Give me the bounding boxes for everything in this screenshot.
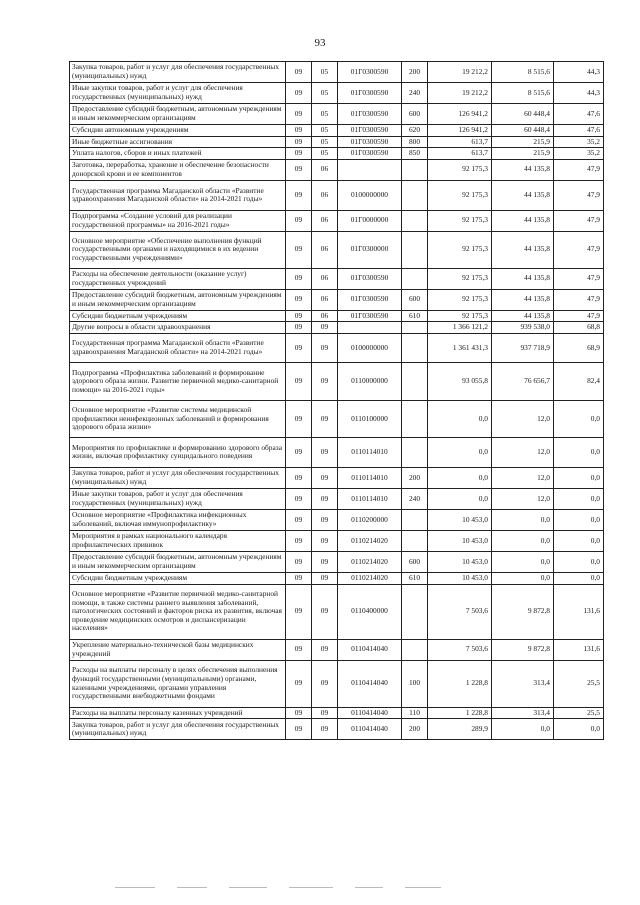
row-subsection: 06 — [312, 210, 338, 231]
row-expense-type — [402, 180, 428, 210]
row-expense-type: 200 — [402, 467, 428, 488]
row-planned-amount: 10 453,0 — [428, 530, 492, 551]
row-percent: 82,4 — [554, 362, 604, 400]
row-expense-type: 240 — [402, 83, 428, 104]
row-planned-amount: 92 175,3 — [428, 159, 492, 180]
row-percent: 47,9 — [554, 289, 604, 310]
row-expense-type: 610 — [402, 310, 428, 322]
row-percent: 47,6 — [554, 104, 604, 125]
row-actual-amount: 60 448,4 — [492, 104, 554, 125]
row-name: Подпрограмма «Профилактика заболеваний и формирование здорового образа жизни. Развитие первичной медико-санитарной помощи» на 2016-2021 годы» — [70, 362, 286, 400]
row-name: Заготовка, переработка, хранение и обеспечение безопасности донорской крови и ее компонентов — [70, 159, 286, 180]
row-percent: 47,9 — [554, 310, 604, 322]
table-row — [70, 362, 604, 400]
row-subsection: 09 — [312, 488, 338, 509]
row-planned-amount: 0,0 — [428, 488, 492, 509]
row-actual-amount: 8 515,6 — [492, 62, 554, 83]
row-name: Государственная программа Магаданской области «Развитие здравоохранения Магаданской области» на 2014-2021 годы» — [70, 333, 286, 362]
row-subsection: 06 — [312, 289, 338, 310]
row-subsection: 09 — [312, 362, 338, 400]
row-planned-amount: 92 175,3 — [428, 310, 492, 322]
row-section: 09 — [286, 333, 312, 362]
row-target-article: 01Г0000000 — [338, 210, 402, 231]
row-percent: 0,0 — [554, 467, 604, 488]
row-subsection: 09 — [312, 719, 338, 740]
footer-scan-marks — [115, 878, 570, 886]
row-actual-amount: 12,0 — [492, 488, 554, 509]
row-percent: 47,9 — [554, 268, 604, 289]
row-name: Иные закупки товаров, работ и услуг для обеспечения государственных (муниципальных) нужд — [70, 83, 286, 104]
row-name: Мероприятия по профилактике и формированию здорового образа жизни, включая профилактику суицидального поведения — [70, 437, 286, 467]
row-target-article: 0110400000 — [338, 584, 402, 639]
row-subsection: 05 — [312, 136, 338, 148]
row-planned-amount: 7 503,6 — [428, 639, 492, 660]
row-planned-amount: 613,7 — [428, 148, 492, 160]
row-percent: 25,5 — [554, 660, 604, 707]
row-target-article — [338, 159, 402, 180]
row-percent: 44,3 — [554, 62, 604, 83]
row-subsection: 09 — [312, 660, 338, 707]
row-section: 09 — [286, 231, 312, 268]
row-expense-type — [402, 437, 428, 467]
row-target-article: 0110000000 — [338, 362, 402, 400]
row-section: 09 — [286, 289, 312, 310]
row-percent: 47,9 — [554, 210, 604, 231]
row-planned-amount: 93 055,8 — [428, 362, 492, 400]
table-row — [70, 333, 604, 362]
table-row — [70, 310, 604, 322]
row-subsection: 09 — [312, 509, 338, 530]
row-name: Субсидии бюджетным учреждениям — [70, 310, 286, 322]
row-subsection: 05 — [312, 83, 338, 104]
row-subsection: 05 — [312, 104, 338, 125]
row-target-article: 0110214020 — [338, 551, 402, 572]
row-target-article: 01Г0300590 — [338, 104, 402, 125]
row-name: Уплата налогов, сборов и иных платежей — [70, 148, 286, 160]
row-percent: 35,2 — [554, 148, 604, 160]
row-planned-amount: 19 212,2 — [428, 62, 492, 83]
row-actual-amount: 76 656,7 — [492, 362, 554, 400]
table-row — [70, 83, 604, 104]
table-row — [70, 148, 604, 160]
row-actual-amount: 44 135,8 — [492, 210, 554, 231]
row-actual-amount: 313,4 — [492, 660, 554, 707]
row-section: 09 — [286, 584, 312, 639]
row-target-article — [338, 322, 402, 334]
row-section: 09 — [286, 639, 312, 660]
row-expense-type: 200 — [402, 62, 428, 83]
table-row — [70, 231, 604, 268]
row-target-article: 01Г0300590 — [338, 136, 402, 148]
row-section: 09 — [286, 719, 312, 740]
row-actual-amount: 215,9 — [492, 148, 554, 160]
row-actual-amount: 313,4 — [492, 707, 554, 719]
row-actual-amount: 12,0 — [492, 400, 554, 437]
row-planned-amount: 0,0 — [428, 467, 492, 488]
table-row — [70, 530, 604, 551]
table-row — [70, 180, 604, 210]
row-subsection: 09 — [312, 572, 338, 584]
row-section: 09 — [286, 660, 312, 707]
row-percent: 25,5 — [554, 707, 604, 719]
row-expense-type: 600 — [402, 104, 428, 125]
row-name: Иные закупки товаров, работ и услуг для обеспечения государственных (муниципальных) нужд — [70, 488, 286, 509]
row-planned-amount: 10 453,0 — [428, 551, 492, 572]
row-target-article: 0100000000 — [338, 333, 402, 362]
row-target-article: 0110414040 — [338, 719, 402, 740]
row-planned-amount: 10 453,0 — [428, 509, 492, 530]
row-target-article: 0110214020 — [338, 572, 402, 584]
row-target-article: 0110414040 — [338, 639, 402, 660]
row-percent: 68,8 — [554, 322, 604, 334]
row-name: Основное мероприятие «Развитие системы медицинской профилактики неинфекционных заболеваний и формирования здорового образа жизни» — [70, 400, 286, 437]
row-planned-amount: 10 453,0 — [428, 572, 492, 584]
row-percent: 131,6 — [554, 639, 604, 660]
row-percent: 47,9 — [554, 159, 604, 180]
row-percent: 47,9 — [554, 180, 604, 210]
row-subsection: 09 — [312, 322, 338, 334]
row-actual-amount: 8 515,6 — [492, 83, 554, 104]
row-subsection: 09 — [312, 333, 338, 362]
table-row — [70, 289, 604, 310]
row-planned-amount: 126 941,2 — [428, 125, 492, 137]
row-section: 09 — [286, 488, 312, 509]
row-target-article: 01Г0300590 — [338, 125, 402, 137]
row-name: Предоставление субсидий бюджетным, автономным учреждениям и иным некоммерческим организациям — [70, 104, 286, 125]
row-planned-amount: 1 228,8 — [428, 707, 492, 719]
row-actual-amount: 0,0 — [492, 530, 554, 551]
row-target-article: 01Г0300590 — [338, 310, 402, 322]
row-section: 09 — [286, 362, 312, 400]
row-name: Укрепление материально-технической базы медицинских учреждений — [70, 639, 286, 660]
row-percent: 0,0 — [554, 530, 604, 551]
row-section: 09 — [286, 83, 312, 104]
row-name: Расходы на обеспечение деятельности (оказание услуг) государственных учреждений — [70, 268, 286, 289]
table-row — [70, 437, 604, 467]
row-section: 09 — [286, 322, 312, 334]
row-expense-type — [402, 322, 428, 334]
row-section: 09 — [286, 437, 312, 467]
row-expense-type: 600 — [402, 289, 428, 310]
row-section: 09 — [286, 530, 312, 551]
row-target-article: 0110200000 — [338, 509, 402, 530]
row-name: Субсидии бюджетным учреждениям — [70, 572, 286, 584]
row-section: 09 — [286, 310, 312, 322]
row-planned-amount: 1 366 121,2 — [428, 322, 492, 334]
row-section: 09 — [286, 509, 312, 530]
row-target-article: 01Г0300590 — [338, 268, 402, 289]
row-actual-amount: 0,0 — [492, 551, 554, 572]
row-actual-amount: 0,0 — [492, 719, 554, 740]
row-planned-amount: 126 941,2 — [428, 104, 492, 125]
row-expense-type — [402, 210, 428, 231]
row-target-article: 0110100000 — [338, 400, 402, 437]
row-expense-type: 110 — [402, 707, 428, 719]
row-name: Основное мероприятие «Развитие первичной медико-санитарной помощи, в также системы раннего выявления заболеваний, патологических состояний и факторов риска их развития, включая проведение медицинских осмотров и диспансеризации населения» — [70, 584, 286, 639]
table-row — [70, 62, 604, 83]
row-actual-amount: 12,0 — [492, 437, 554, 467]
row-actual-amount: 9 872,8 — [492, 584, 554, 639]
row-target-article: 01Г0300590 — [338, 289, 402, 310]
row-planned-amount: 0,0 — [428, 400, 492, 437]
row-subsection: 06 — [312, 159, 338, 180]
row-expense-type: 240 — [402, 488, 428, 509]
row-actual-amount: 44 135,8 — [492, 289, 554, 310]
table-row — [70, 125, 604, 137]
row-target-article: 01Г0300590 — [338, 148, 402, 160]
row-planned-amount: 613,7 — [428, 136, 492, 148]
row-target-article: 0110114010 — [338, 437, 402, 467]
row-name: Предоставление субсидий бюджетным, автономным учреждениям и иным некоммерческим организациям — [70, 289, 286, 310]
row-actual-amount: 939 538,0 — [492, 322, 554, 334]
row-planned-amount: 92 175,3 — [428, 289, 492, 310]
row-subsection: 09 — [312, 400, 338, 437]
row-expense-type — [402, 530, 428, 551]
row-target-article: 0110214020 — [338, 530, 402, 551]
row-section: 09 — [286, 210, 312, 231]
row-expense-type — [402, 400, 428, 437]
row-percent: 47,6 — [554, 125, 604, 137]
row-target-article: 0110414040 — [338, 707, 402, 719]
row-target-article: 01Г0300590 — [338, 83, 402, 104]
row-section: 09 — [286, 467, 312, 488]
row-section: 09 — [286, 268, 312, 289]
row-target-article: 0110114010 — [338, 467, 402, 488]
row-actual-amount: 60 448,4 — [492, 125, 554, 137]
table-row — [70, 707, 604, 719]
row-subsection: 09 — [312, 584, 338, 639]
row-expense-type — [402, 639, 428, 660]
row-expense-type: 850 — [402, 148, 428, 160]
row-planned-amount: 92 175,3 — [428, 268, 492, 289]
row-section: 09 — [286, 572, 312, 584]
row-section: 09 — [286, 180, 312, 210]
table-row — [70, 400, 604, 437]
row-section: 09 — [286, 400, 312, 437]
table-row — [70, 639, 604, 660]
table-row — [70, 551, 604, 572]
row-subsection: 05 — [312, 148, 338, 160]
row-planned-amount: 289,9 — [428, 719, 492, 740]
row-actual-amount: 0,0 — [492, 572, 554, 584]
row-target-article: 0110414040 — [338, 660, 402, 707]
row-percent: 35,2 — [554, 136, 604, 148]
row-section: 09 — [286, 136, 312, 148]
row-percent: 131,6 — [554, 584, 604, 639]
row-subsection: 09 — [312, 467, 338, 488]
row-subsection: 06 — [312, 310, 338, 322]
row-name: Основное мероприятие «Профилактика инфекционных заболеваний, включая иммунопрофилактику» — [70, 509, 286, 530]
row-expense-type: 200 — [402, 719, 428, 740]
row-planned-amount: 92 175,3 — [428, 210, 492, 231]
row-expense-type — [402, 509, 428, 530]
row-section: 09 — [286, 62, 312, 83]
row-planned-amount: 7 503,6 — [428, 584, 492, 639]
row-expense-type — [402, 362, 428, 400]
table-row — [70, 268, 604, 289]
row-name: Подпрограмма «Создание условий для реализации государственной программы» на 2016-2021 годы» — [70, 210, 286, 231]
table-row — [70, 572, 604, 584]
row-percent: 0,0 — [554, 572, 604, 584]
row-section: 09 — [286, 148, 312, 160]
row-actual-amount: 44 135,8 — [492, 159, 554, 180]
row-actual-amount: 44 135,8 — [492, 310, 554, 322]
table-row — [70, 584, 604, 639]
row-name: Закупка товаров, работ и услуг для обеспечения государственных (муниципальных) нужд — [70, 467, 286, 488]
row-planned-amount: 0,0 — [428, 437, 492, 467]
row-section: 09 — [286, 551, 312, 572]
row-percent: 0,0 — [554, 400, 604, 437]
row-percent: 47,9 — [554, 231, 604, 268]
row-expense-type — [402, 231, 428, 268]
row-name: Расходы на выплаты персоналу казенных учреждений — [70, 707, 286, 719]
table-row — [70, 467, 604, 488]
row-name: Государственная программа Магаданской области «Развитие здравоохранения Магаданской области» на 2014-2021 годы» — [70, 180, 286, 210]
row-target-article: 0100000000 — [338, 180, 402, 210]
row-name: Мероприятия в рамках национального календаря профилактических прививок — [70, 530, 286, 551]
row-expense-type: 620 — [402, 125, 428, 137]
row-subsection: 05 — [312, 62, 338, 83]
row-percent: 0,0 — [554, 719, 604, 740]
table-row — [70, 210, 604, 231]
row-planned-amount: 1 361 431,3 — [428, 333, 492, 362]
row-planned-amount: 19 212,2 — [428, 83, 492, 104]
table-row — [70, 322, 604, 334]
row-subsection: 06 — [312, 268, 338, 289]
table-row — [70, 509, 604, 530]
table-row — [70, 719, 604, 740]
row-section: 09 — [286, 707, 312, 719]
row-name: Предоставление субсидий бюджетным, автономным учреждениям и иным некоммерческим организациям — [70, 551, 286, 572]
row-actual-amount: 12,0 — [492, 467, 554, 488]
row-subsection: 09 — [312, 530, 338, 551]
row-actual-amount: 937 718,9 — [492, 333, 554, 362]
row-percent: 0,0 — [554, 488, 604, 509]
row-actual-amount: 44 135,8 — [492, 231, 554, 268]
row-name: Закупка товаров, работ и услуг для обеспечения государственных (муниципальных) нужд — [70, 719, 286, 740]
row-section: 09 — [286, 125, 312, 137]
row-actual-amount: 0,0 — [492, 509, 554, 530]
row-section: 09 — [286, 159, 312, 180]
row-expense-type — [402, 268, 428, 289]
row-actual-amount: 44 135,8 — [492, 180, 554, 210]
row-name: Иные бюджетные ассигнования — [70, 136, 286, 148]
row-percent: 0,0 — [554, 509, 604, 530]
row-actual-amount: 44 135,8 — [492, 268, 554, 289]
row-expense-type: 800 — [402, 136, 428, 148]
row-planned-amount: 92 175,3 — [428, 231, 492, 268]
row-name: Другие вопросы в области здравоохранения — [70, 322, 286, 334]
row-subsection: 06 — [312, 180, 338, 210]
row-actual-amount: 9 872,8 — [492, 639, 554, 660]
row-planned-amount: 92 175,3 — [428, 180, 492, 210]
row-subsection: 09 — [312, 551, 338, 572]
row-subsection: 05 — [312, 125, 338, 137]
row-subsection: 09 — [312, 639, 338, 660]
row-expense-type — [402, 333, 428, 362]
table-row — [70, 104, 604, 125]
row-expense-type: 100 — [402, 660, 428, 707]
row-subsection: 09 — [312, 707, 338, 719]
row-target-article: 01Г0300000 — [338, 231, 402, 268]
row-name: Основное мероприятие «Обеспечение выполнения функций государственными органами и находящимися в их ведении государственными учреждениями» — [70, 231, 286, 268]
row-expense-type: 600 — [402, 551, 428, 572]
row-expense-type — [402, 584, 428, 639]
row-percent: 68,9 — [554, 333, 604, 362]
row-name: Закупка товаров, работ и услуг для обеспечения государственных (муниципальных) нужд — [70, 62, 286, 83]
row-subsection: 09 — [312, 437, 338, 467]
row-expense-type — [402, 159, 428, 180]
row-actual-amount: 215,9 — [492, 136, 554, 148]
row-target-article: 01Г0300590 — [338, 62, 402, 83]
row-name: Субсидии автономным учреждениям — [70, 125, 286, 137]
row-expense-type: 610 — [402, 572, 428, 584]
row-percent: 0,0 — [554, 551, 604, 572]
page-number: 93 — [314, 37, 326, 49]
row-section: 09 — [286, 104, 312, 125]
budget-table — [69, 61, 604, 740]
table-row — [70, 159, 604, 180]
table-row — [70, 660, 604, 707]
row-planned-amount: 1 228,8 — [428, 660, 492, 707]
row-percent: 0,0 — [554, 437, 604, 467]
table-row — [70, 488, 604, 509]
table-row — [70, 136, 604, 148]
row-name: Расходы на выплаты персоналу в целях обеспечения выполнения функций государственными (муниципальными) органами, казенными учреждениями, органами управления государственными внебюджетными фондами — [70, 660, 286, 707]
row-subsection: 06 — [312, 231, 338, 268]
row-percent: 44,3 — [554, 83, 604, 104]
row-target-article: 0110114010 — [338, 488, 402, 509]
